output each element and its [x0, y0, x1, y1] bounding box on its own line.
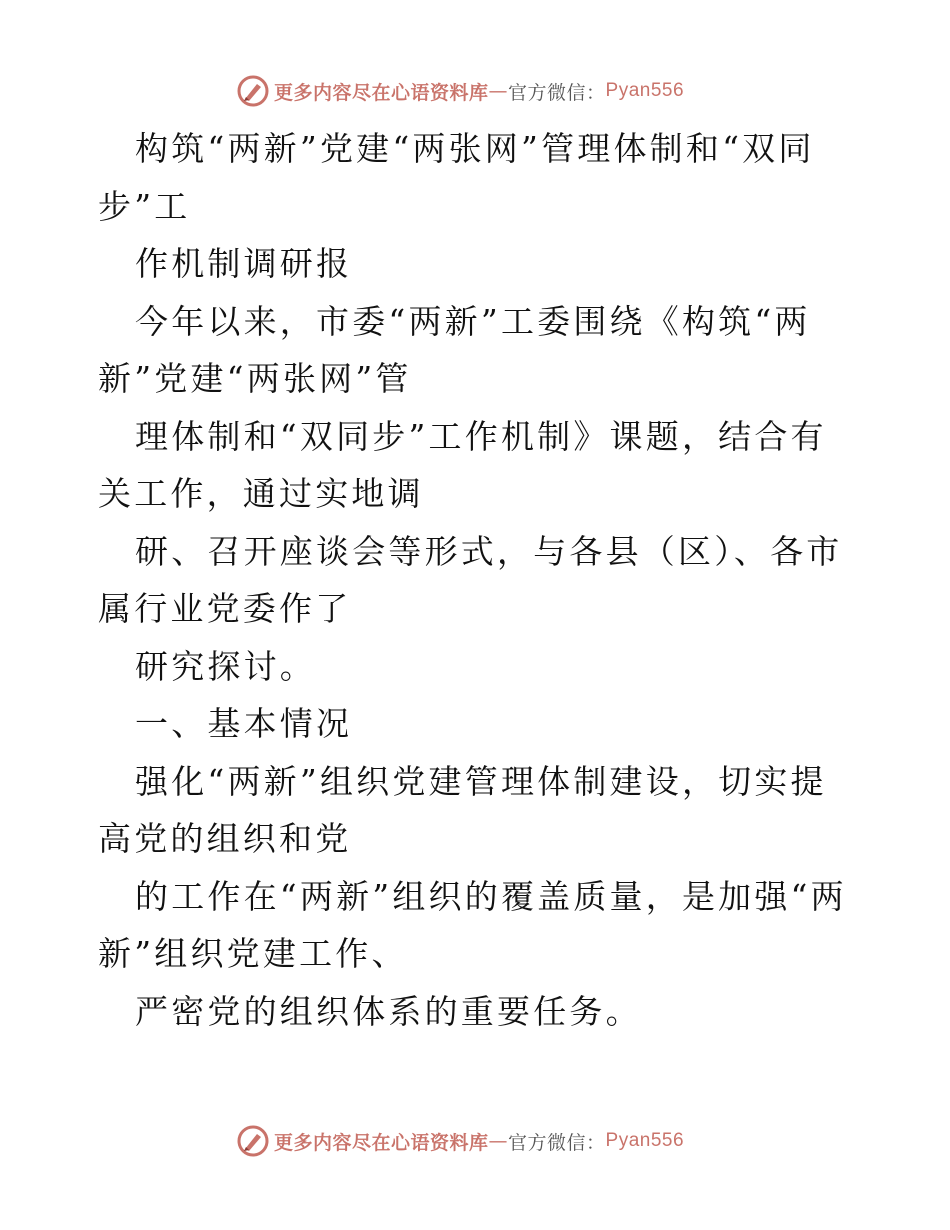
watermark-main-text: 更多内容尽在心语资料库	[274, 81, 489, 104]
paragraph-body-3: 严密党的组织体系的重要任务。	[135, 991, 642, 1031]
paragraph-intro-3: 研、召开座谈会等形式，与各县（区）、各市属行业党委作了	[98, 531, 843, 628]
watermark-official-label: 官方微信：	[508, 81, 606, 104]
watermark-dash: —	[488, 1130, 509, 1152]
paragraph-intro-1: 今年以来，市委“两新”工委围绕《构筑“两新”党建“两张网”管	[98, 301, 811, 398]
paragraph-title-line-1: 构筑“两新”党建“两张网”管理体制和“双同步”工	[98, 129, 815, 226]
document-body	[98, 120, 858, 1040]
pen-seal-icon	[236, 74, 270, 108]
section-heading-basic-situation: 一、基本情况	[135, 704, 353, 743]
header-watermark	[236, 74, 684, 108]
footer-watermark	[236, 1124, 684, 1158]
pen-seal-icon	[236, 1124, 270, 1158]
watermark-dash: —	[488, 80, 509, 102]
watermark-wechat-id: Pyan556	[605, 80, 685, 101]
watermark-wechat-id: Pyan556	[605, 1130, 685, 1151]
paragraph-body-2: 的工作在“两新”组织的覆盖质量，是加强“两新”组织党建工作、	[98, 876, 847, 973]
paragraph-title-line-2: 作机制调研报	[135, 244, 353, 283]
watermark-official-label: 官方微信：	[508, 1131, 606, 1154]
paragraph-body-1: 强化“两新”组织党建管理体制建设，切实提高党的组织和党	[98, 761, 827, 858]
paragraph-intro-2: 理体制和“双同步”工作机制》课题，结合有关工作，通过实地调	[98, 416, 827, 513]
watermark-main-text: 更多内容尽在心语资料库	[274, 1131, 489, 1154]
paragraph-intro-4: 研究探讨。	[135, 646, 316, 686]
